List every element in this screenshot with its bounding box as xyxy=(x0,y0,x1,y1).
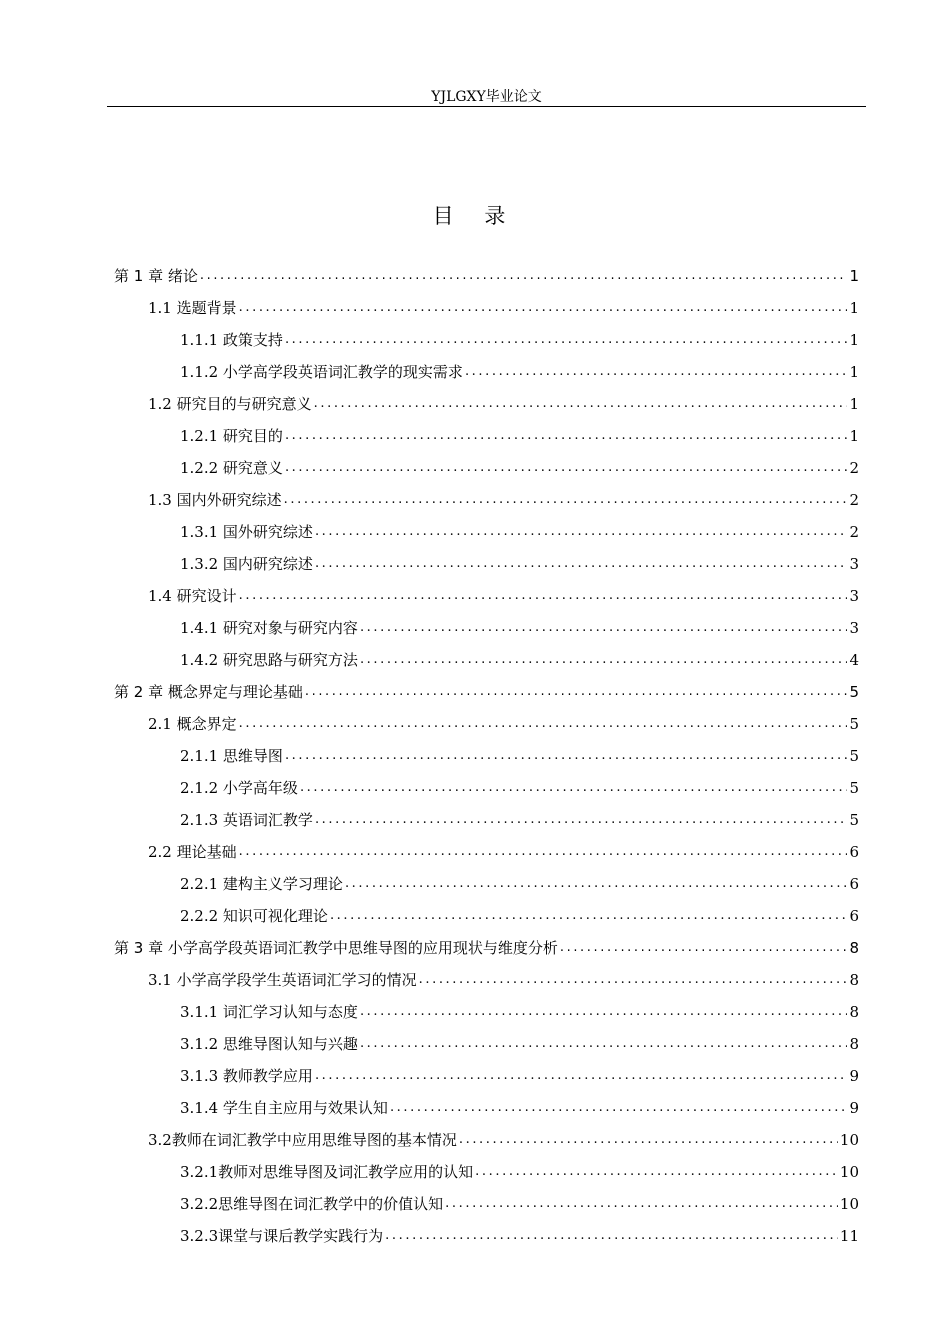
toc-entry-page: 11 xyxy=(839,1227,859,1245)
toc-entry-label: 1.2 研究目的与研究意义 xyxy=(148,395,312,413)
toc-leader-dots xyxy=(465,361,848,383)
toc-entry-page: 2 xyxy=(849,491,859,509)
toc-entry[interactable] xyxy=(180,521,859,543)
toc-entry[interactable] xyxy=(180,1001,859,1023)
toc-entry-page: 8 xyxy=(849,971,859,989)
toc-leader-dots xyxy=(285,425,848,447)
toc-entry-page: 3 xyxy=(849,587,859,605)
toc-entry[interactable] xyxy=(180,745,859,767)
toc-leader-dots xyxy=(314,393,848,415)
toc-entry-page: 8 xyxy=(849,1003,859,1021)
toc-entry-label: 3.1.2 思维导图认知与兴趣 xyxy=(180,1035,358,1053)
toc-entry-page: 1 xyxy=(849,267,859,285)
toc-entry-label: 2.1.1 思维导图 xyxy=(180,747,283,765)
toc-leader-dots xyxy=(385,1225,838,1247)
toc-entry-label: 1.3.1 国外研究综述 xyxy=(180,523,313,541)
toc-entry-label: 2.2 理论基础 xyxy=(148,843,237,861)
toc-entry-label: 1.2.2 研究意义 xyxy=(180,459,283,477)
toc-entry[interactable] xyxy=(180,1097,859,1119)
toc-entry[interactable] xyxy=(180,1193,859,1215)
toc-entry[interactable] xyxy=(180,809,859,831)
toc-leader-dots xyxy=(305,681,848,703)
toc-entry-page: 5 xyxy=(849,683,859,701)
toc-entry[interactable] xyxy=(180,777,859,799)
toc-entry-page: 5 xyxy=(849,747,859,765)
toc-entry[interactable] xyxy=(180,617,859,639)
toc-leader-dots xyxy=(285,745,848,767)
toc-entry[interactable] xyxy=(180,329,859,351)
toc-entry-label: 1.1.1 政策支持 xyxy=(180,331,283,349)
toc-leader-dots xyxy=(200,265,848,287)
toc-leader-dots xyxy=(419,969,848,991)
toc-entry-page: 6 xyxy=(849,843,859,861)
toc-entry[interactable] xyxy=(180,425,859,447)
toc-entry[interactable] xyxy=(180,1225,859,1247)
toc-entry[interactable] xyxy=(180,905,859,927)
toc-entry[interactable] xyxy=(148,1129,859,1151)
toc-leader-dots xyxy=(330,905,848,927)
toc-entry-page: 5 xyxy=(849,779,859,797)
toc-entry-page: 6 xyxy=(849,907,859,925)
toc-entry-label: 第 1 章 绪论 xyxy=(114,267,198,285)
toc-entry-page: 1 xyxy=(849,427,859,445)
toc-entry-label: 1.2.1 研究目的 xyxy=(180,427,283,445)
toc-leader-dots xyxy=(284,489,848,511)
toc-leader-dots xyxy=(300,777,848,799)
toc-leader-dots xyxy=(445,1193,838,1215)
toc-entry[interactable] xyxy=(180,457,859,479)
toc-entry-page: 8 xyxy=(849,1035,859,1053)
toc-leader-dots xyxy=(360,649,848,671)
toc-entry-page: 6 xyxy=(849,875,859,893)
toc-entry-label: 1.4 研究设计 xyxy=(148,587,237,605)
toc-entry[interactable] xyxy=(180,1065,859,1087)
toc-entry-label: 1.1 选题背景 xyxy=(148,299,237,317)
toc-leader-dots xyxy=(315,553,848,575)
toc-leader-dots xyxy=(315,809,848,831)
toc-entry-label: 1.1.2 小学高学段英语词汇教学的现实需求 xyxy=(180,363,463,381)
toc-entry[interactable] xyxy=(180,649,859,671)
toc-entry-label: 3.1.4 学生自主应用与效果认知 xyxy=(180,1099,388,1117)
toc-entry-page: 8 xyxy=(849,939,859,957)
toc-entry[interactable] xyxy=(180,1033,859,1055)
toc-entry-label: 1.4.1 研究对象与研究内容 xyxy=(180,619,358,637)
toc-entry-label: 3.2教师在词汇教学中应用思维导图的基本情况 xyxy=(148,1131,457,1149)
toc-entry-page: 9 xyxy=(849,1099,859,1117)
toc-entry[interactable] xyxy=(148,297,859,319)
toc-leader-dots xyxy=(239,297,848,319)
toc-entry[interactable] xyxy=(180,873,859,895)
toc-entry-label: 2.2.2 知识可视化理论 xyxy=(180,907,328,925)
toc-entry-label: 3.2.3课堂与课后教学实践行为 xyxy=(180,1227,384,1245)
page-header: YJLGXY毕业论文 xyxy=(107,88,866,107)
toc-entry-page: 5 xyxy=(849,715,859,733)
toc-entry[interactable] xyxy=(148,969,859,991)
toc-entry-label: 第 2 章 概念界定与理论基础 xyxy=(114,683,303,701)
toc-entry-label: 第 3 章 小学高学段英语词汇教学中思维导图的应用现状与维度分析 xyxy=(114,939,558,957)
toc-entry-page: 9 xyxy=(849,1067,859,1085)
toc-entry[interactable] xyxy=(148,585,859,607)
toc-leader-dots xyxy=(475,1161,838,1183)
toc-entry-page: 1 xyxy=(849,395,859,413)
toc-entry[interactable] xyxy=(148,841,859,863)
toc-leader-dots xyxy=(239,585,848,607)
toc-leader-dots xyxy=(360,1033,848,1055)
toc-entry[interactable] xyxy=(148,393,859,415)
toc-leader-dots xyxy=(360,1001,848,1023)
toc-leader-dots xyxy=(560,937,848,959)
toc-entry-label: 1.3 国内外研究综述 xyxy=(148,491,282,509)
toc-entry[interactable] xyxy=(114,681,859,703)
toc-entry-page: 10 xyxy=(839,1131,859,1149)
toc-leader-dots xyxy=(285,457,848,479)
toc-entry[interactable] xyxy=(114,265,859,287)
toc-entry-label: 3.1.1 词汇学习认知与态度 xyxy=(180,1003,358,1021)
toc-leader-dots xyxy=(285,329,848,351)
toc-entry-page: 2 xyxy=(849,459,859,477)
toc-entry-page: 1 xyxy=(849,299,859,317)
toc-entry[interactable] xyxy=(148,489,859,511)
toc-entry[interactable] xyxy=(180,553,859,575)
toc-leader-dots xyxy=(315,1065,848,1087)
toc-entry[interactable] xyxy=(180,1161,859,1183)
toc-entry-label: 1.3.2 国内研究综述 xyxy=(180,555,313,573)
toc-leader-dots xyxy=(239,713,848,735)
toc-entry-page: 3 xyxy=(849,619,859,637)
toc-entry-label: 3.1.3 教师教学应用 xyxy=(180,1067,313,1085)
toc-entry-label: 2.2.1 建构主义学习理论 xyxy=(180,875,343,893)
toc-entry-page: 1 xyxy=(849,363,859,381)
toc-entry[interactable] xyxy=(148,713,859,735)
toc-leader-dots xyxy=(239,841,848,863)
toc-entry-label: 2.1.3 英语词汇教学 xyxy=(180,811,313,829)
toc-entry-label: 3.2.1教师对思维导图及词汇教学应用的认知 xyxy=(180,1163,474,1181)
toc-leader-dots xyxy=(459,1129,838,1151)
toc-entry-page: 3 xyxy=(849,555,859,573)
toc-entry-label: 2.1.2 小学高年级 xyxy=(180,779,298,797)
toc-leader-dots xyxy=(315,521,848,543)
toc-entry[interactable] xyxy=(114,937,859,959)
toc-entry-label: 1.4.2 研究思路与研究方法 xyxy=(180,651,358,669)
toc-entry[interactable] xyxy=(180,361,859,383)
toc-entry-page: 2 xyxy=(849,523,859,541)
toc-entry-page: 10 xyxy=(839,1163,859,1181)
toc-leader-dots xyxy=(390,1097,848,1119)
toc-entry-label: 3.2.2思维导图在词汇教学中的价值认知 xyxy=(180,1195,444,1213)
toc-leader-dots xyxy=(360,617,848,639)
toc-title: 目 录 xyxy=(432,204,518,228)
toc-entry-page: 4 xyxy=(849,651,859,669)
toc-entry-label: 2.1 概念界定 xyxy=(148,715,237,733)
toc-entry-page: 1 xyxy=(849,331,859,349)
toc-entry-page: 5 xyxy=(849,811,859,829)
toc-leader-dots xyxy=(345,873,848,895)
toc-entry-label: 3.1 小学高学段学生英语词汇学习的情况 xyxy=(148,971,417,989)
toc-entry-page: 10 xyxy=(839,1195,859,1213)
